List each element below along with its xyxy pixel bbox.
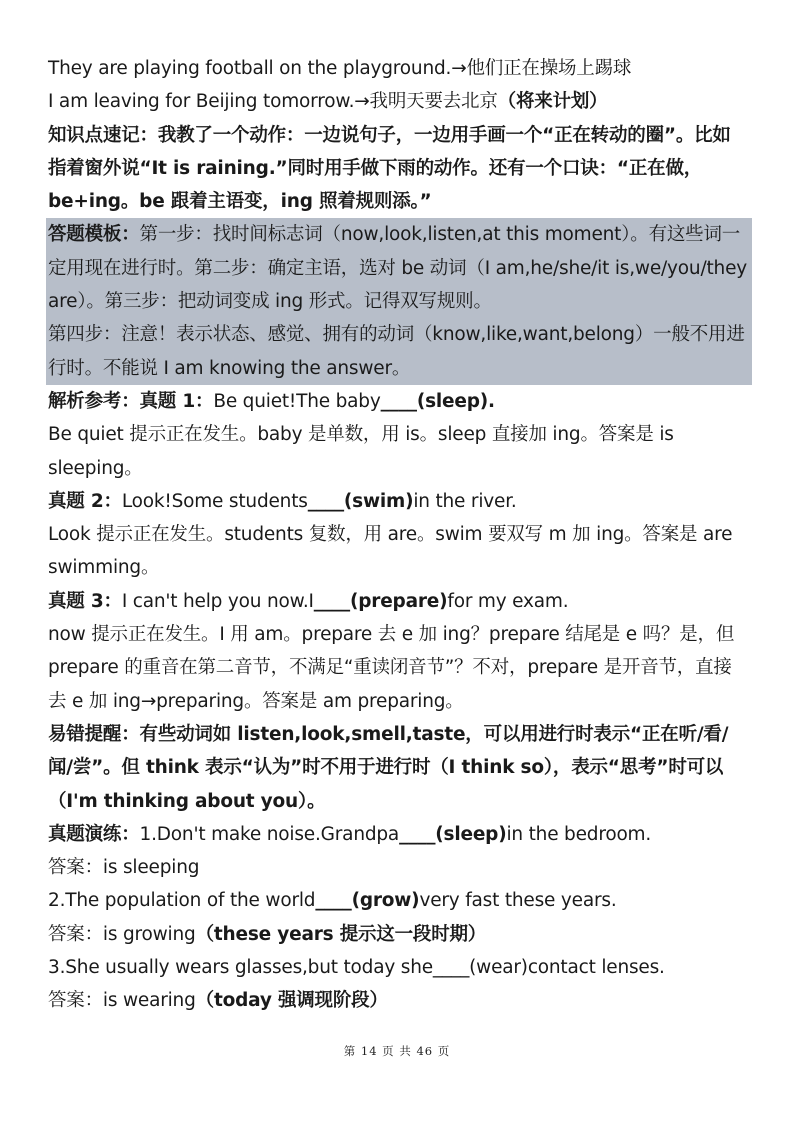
warning-body: 有些动词如 listen,look,smell,taste，可以用进行时表示“正在听/看/闻/尝”。但 think 表示“认为”时不用于进行时（I think so），表示“思考”时可以（I'm thinking about you）。: [48, 723, 729, 812]
answer-template-step-4: 第四步：注意！表示状态、感觉、拥有的动词（know,like,want,belong）一般不用进行时。不能说 I am knowing the answer。: [48, 324, 745, 379]
knowledge-tip-label: 知识点速记：: [48, 124, 158, 146]
page-number-footer: 第 14 页 共 46 页: [343, 1044, 451, 1058]
practice-3-answer: 答案：is wearing（today 强调现阶段）: [48, 990, 388, 1012]
practice-label: 真题演练：: [48, 823, 140, 845]
question-3-blank: ____: [313, 590, 350, 612]
warning-label: 易错提醒：: [48, 723, 140, 745]
question-1-blank: ____: [380, 390, 417, 412]
example-sentence-1: They are playing football on the playground.→他们正在操场上踢球: [48, 58, 632, 79]
practice-3: 3.She usually wears glasses,but today she____(wear)contact lenses.: [48, 957, 665, 979]
knowledge-tip: [48, 119, 748, 219]
practice-2: 2.The population of the world____(grow)very fast these years.: [48, 890, 617, 912]
document-body: [48, 52, 748, 1018]
example-sentence-2: I am leaving for Beijing tomorrow.→我明天要去北京（将来计划）: [48, 91, 608, 113]
answer-template-steps-1-3: 第一步：找时间标志词（now,look,listen,at this moment）。有这些词一定用现在进行时。第二步：确定主语，选对 be 动词（I am,he/she/it is,we/you/they are）。第三步：把动词变成 ing 形式。记得双写规则。: [48, 224, 747, 313]
question-3-hint: (prepare): [349, 590, 448, 612]
answer-template: [46, 218, 752, 384]
practice-1-answer: 答案：is sleeping: [48, 857, 200, 879]
question-3-explanation: now 提示正在发生。I 用 am。prepare 去 e 加 ing？prepare 结尾是 e 吗？是，但 prepare 的重音在第二音节，不满足“重读闭音节”？不对，prepare 是开音节，直接去 e 加 ing→preparing。答案是 am preparing。: [48, 624, 735, 712]
question-1-explanation: Be quiet 提示正在发生。baby 是单数，用 is。sleep 直接加 ing。答案是 is sleeping。: [48, 424, 674, 479]
question-3: 真题 3：I can't help you now.I____(prepare)for my exam.: [48, 590, 569, 612]
practice-1: 真题演练：1.Don't make noise.Grandpa____(sleep)in the bedroom.: [48, 823, 652, 845]
question-2-hint: (swim): [343, 490, 414, 512]
question-2: 真题 2：Look!Some students____(swim)in the river.: [48, 490, 517, 512]
question-1-hint: (sleep).: [416, 390, 495, 412]
question-1: 解析参考：真题 1：Be quiet!The baby____(sleep).: [48, 390, 495, 412]
question-3-label: 真题 3：: [48, 590, 122, 612]
question-1-label: 解析参考：真题 1：: [48, 390, 214, 412]
question-2-explanation: Look 提示正在发生。students 复数，用 are。swim 要双写 m 加 ing。答案是 are swimming。: [48, 524, 733, 579]
question-2-blank: ____: [307, 490, 344, 512]
practice-2-answer: 答案：is growing（these years 提示这一段时期）: [48, 923, 487, 945]
answer-template-label: 答题模板：: [48, 224, 140, 246]
question-2-label: 真题 2：: [48, 490, 122, 512]
common-mistake-warning: [48, 718, 748, 818]
knowledge-tip-body: 我教了一个动作：一边说句子，一边用手画一个“正在转动的圈”。比如指着窗外说“It is raining.”同时用手做下雨的动作。还有一个口诀：“正在做，be+ing。be 跟着主语变，ing 照着规则添。”: [48, 124, 731, 213]
